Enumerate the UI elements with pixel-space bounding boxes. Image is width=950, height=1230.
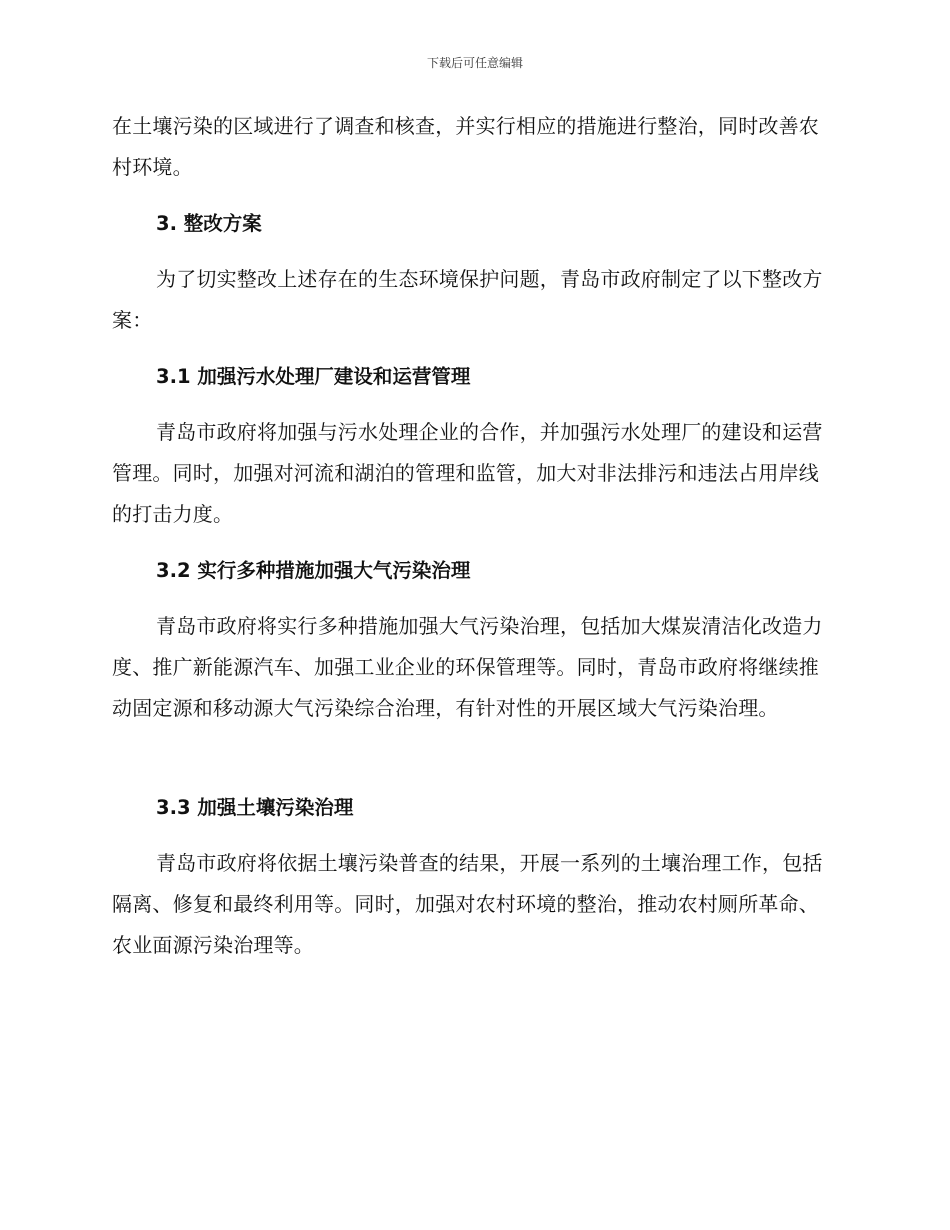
page-header-note: 下载后可任意编辑 [426, 56, 523, 70]
heading-3: 3. 整改方案 [156, 212, 262, 235]
heading-3-2: 3.2 实行多种措施加强大气污染治理 [156, 559, 471, 582]
heading-3-1: 3.1 加强污水处理厂建设和运营管理 [156, 365, 471, 388]
paragraph-3-1: 青岛市政府将加强与污水处理企业的合作，并加强污水处理厂的建设和运营管理。同时，加强对河流和湖泊的管理和监管，加大对非法排污和违法占用岸线的打击力度。 [112, 420, 823, 526]
paragraph-intro: 在土壤污染的区域进行了调查和核查，并实行相应的措施进行整治，同时改善农村环境。 [112, 114, 819, 179]
heading-3-3: 3.3 加强土壤污染治理 [156, 796, 354, 819]
paragraph-3-3: 青岛市政府将依据土壤污染普查的结果，开展一系列的土壤治理工作，包括隔离、修复和最终利用等。同时，加强对农村环境的整治，推动农村厕所革命、农业面源污染治理等。 [112, 851, 823, 957]
paragraph-3-2: 青岛市政府将实行多种措施加强大气污染治理，包括加大煤炭清洁化改造力度、推广新能源汽车、加强工业企业的环保管理等。同时，青岛市政府将继续推动固定源和移动源大气污染综合治理，有针对性的开展区域大气污染治理。 [112, 614, 823, 720]
paragraph-3: 为了切实整改上述存在的生态环境保护问题，青岛市政府制定了以下整改方案： [112, 267, 823, 332]
